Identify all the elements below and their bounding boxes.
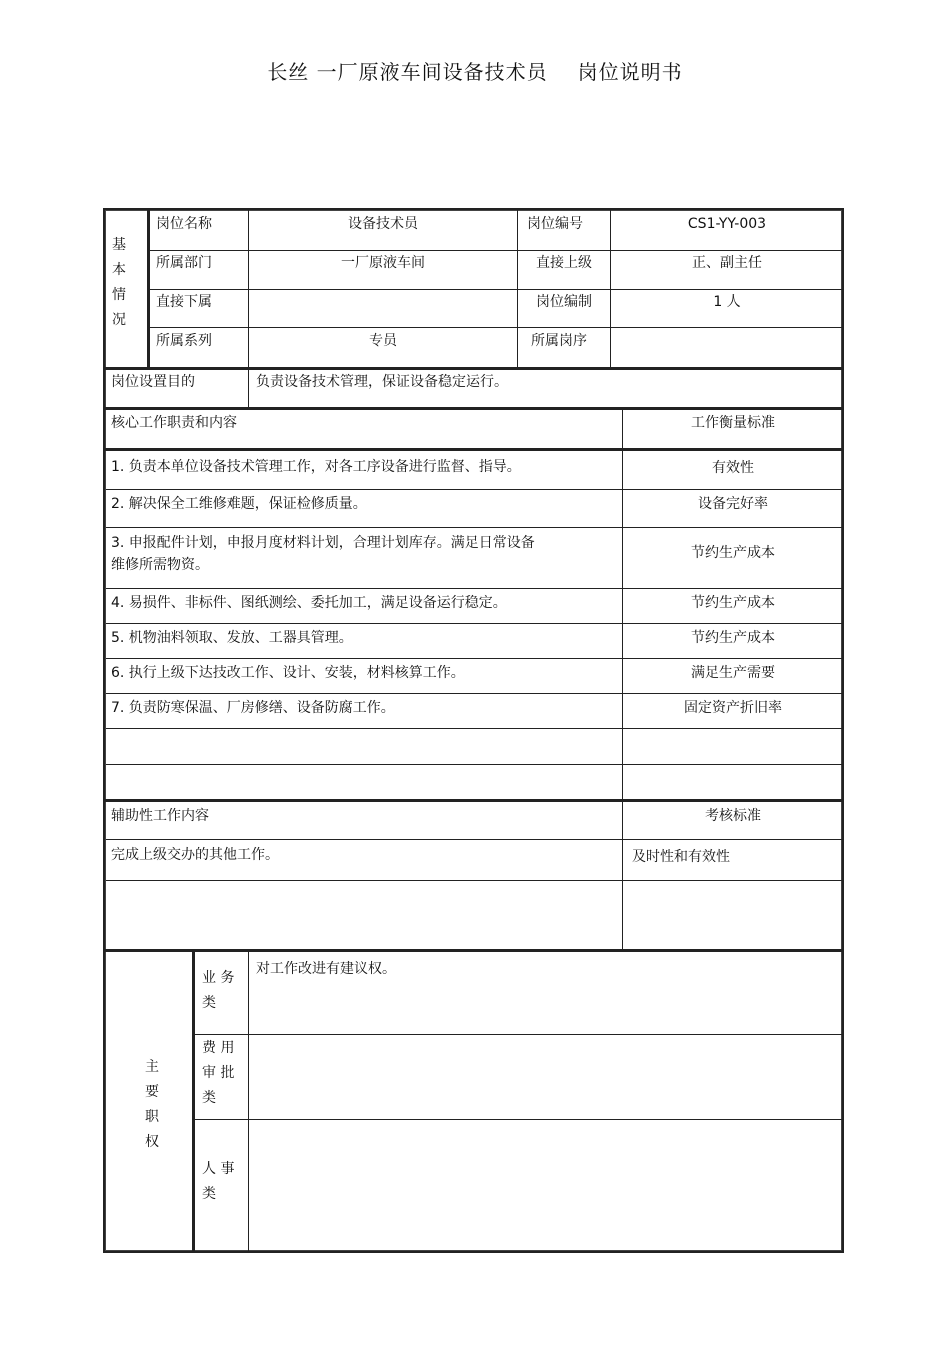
headcount-value: 1 人 <box>713 294 741 310</box>
aux-row-text: 完成上级交办的其他工作。 <box>111 847 279 863</box>
sequence-label: 所属岗序 <box>531 333 587 349</box>
position-name-value: 设备技术员 <box>348 216 418 232</box>
series-label: 所属系列 <box>156 333 212 349</box>
superior-label: 直接上级 <box>536 255 592 271</box>
superior-value: 正、副主任 <box>692 255 762 271</box>
duty-row-1-standard: 有效性 <box>712 460 754 476</box>
headcount-label: 岗位编制 <box>536 294 592 310</box>
aux-row-standard: 及时性和有效性 <box>632 849 730 865</box>
duty-row-5-standard: 节约生产成本 <box>691 630 775 646</box>
purpose-value: 负责设备技术管理，保证设备稳定运行。 <box>256 374 508 390</box>
position-name-label: 岗位名称 <box>156 216 212 232</box>
subordinate-label: 直接下属 <box>156 294 212 310</box>
purpose-label: 岗位设置目的 <box>111 374 195 390</box>
duties-standard-header: 工作衡量标准 <box>691 415 775 431</box>
aux-header: 辅助性工作内容 <box>111 808 209 824</box>
position-code-value: CS1-YY-003 <box>687 216 767 232</box>
duty-row-7-text: 7. 负责防寒保温、厂房修缮、设备防腐工作。 <box>111 700 395 716</box>
duty-row-5-text: 5. 机物油料领取、发放、工器具管理。 <box>111 630 353 646</box>
business-value: 对工作改进有建议权。 <box>256 961 396 977</box>
duty-row-4-text: 4. 易损件、非标件、图纸测绘、委托加工，满足设备运行稳定。 <box>111 595 507 611</box>
duties-header: 核心工作职责和内容 <box>111 415 237 431</box>
personnel-label: 人 事类 <box>202 1161 235 1202</box>
duty-row-6-standard: 满足生产需要 <box>691 665 775 681</box>
page-title: 长丝 一厂原液车间设备技术员 岗位说明书 <box>267 60 683 84</box>
duty-row-1-text: 1. 负责本单位设备技术管理工作，对各工序设备进行监督、指导。 <box>111 459 521 475</box>
duty-row-3-text: 3. 申报配件计划，申报月度材料计划，合理计划库存。满足日常设备 <box>111 535 535 551</box>
business-label: 业 务类 <box>202 970 235 1011</box>
duty-row-7-standard: 固定资产折旧率 <box>684 700 782 716</box>
department-value: 一厂原液车间 <box>341 255 425 271</box>
duty-row-2-text: 2. 解决保全工维修难题，保证检修质量。 <box>111 496 367 512</box>
department-label: 所属部门 <box>156 255 212 271</box>
series-value: 专员 <box>369 333 397 349</box>
basic-section-label: 基本情况 <box>112 237 126 328</box>
authority-section-label: 主要职权 <box>145 1059 159 1150</box>
aux-standard-header: 考核标准 <box>705 808 761 824</box>
duty-row-3-standard: 节约生产成本 <box>691 545 775 561</box>
expense-label: 费 用审 批类 <box>202 1040 235 1106</box>
duty-row-2-standard: 设备完好率 <box>698 496 768 512</box>
duty-row-3-text-cont: 维修所需物资。 <box>111 557 209 573</box>
position-code-label: 岗位编号 <box>527 216 583 232</box>
duty-row-6-text: 6. 执行上级下达技改工作、设计、安装，材料核算工作。 <box>111 665 465 681</box>
duty-row-4-standard: 节约生产成本 <box>691 595 775 611</box>
